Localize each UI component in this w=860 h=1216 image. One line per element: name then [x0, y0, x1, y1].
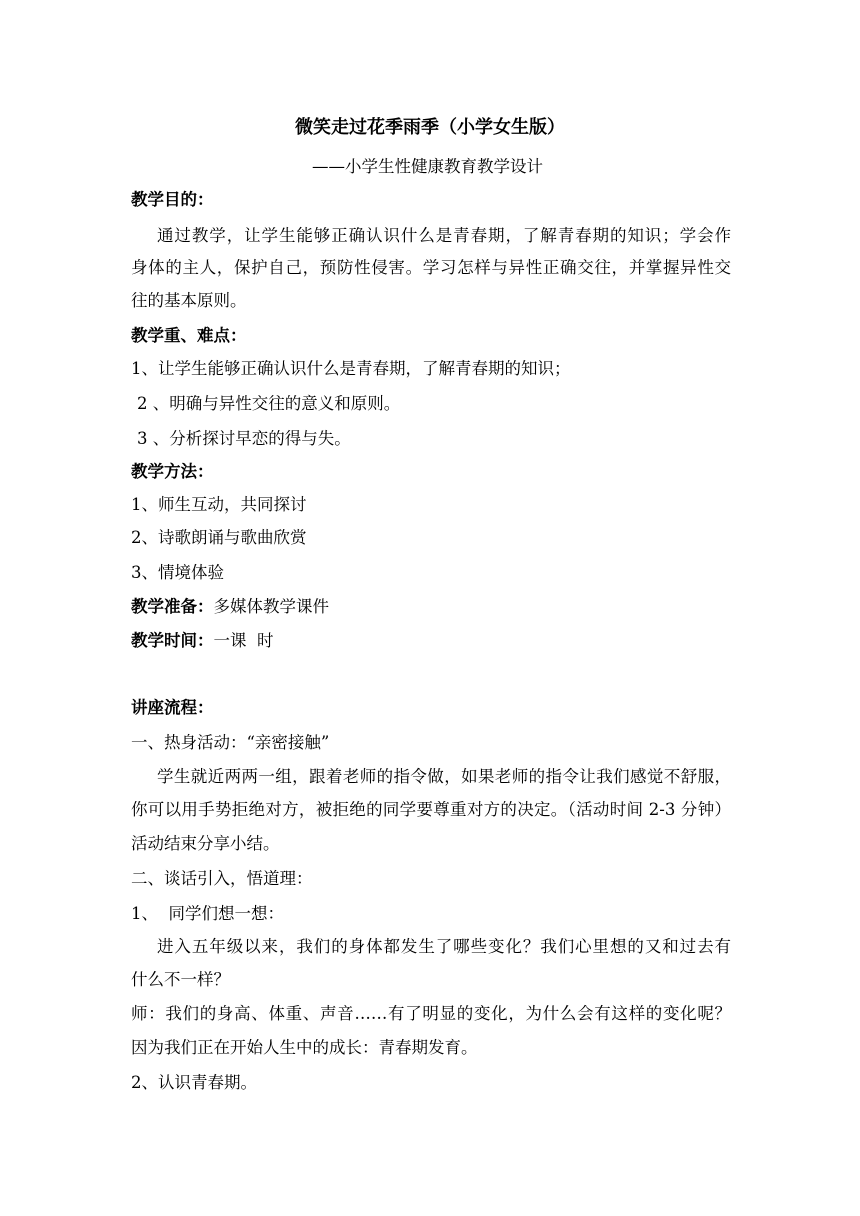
key-point-3: 3 、分析探讨早恋的得与失。 — [137, 429, 351, 448]
section1-line-3: 活动结束分享小结。 — [131, 834, 280, 853]
key-point-1: 1、让学生能够正确认识什么是青春期，了解青春期的知识； — [131, 359, 571, 378]
section2-item-2: 2、认识青春期。 — [131, 1073, 257, 1092]
time-value: 一课 时 — [213, 631, 274, 650]
objective-line-1: 通过教学，让学生能够正确认识什么是青春期，了解青春期的知识；学会作 — [157, 226, 731, 245]
objective-heading: 教学目的： — [131, 190, 214, 209]
preparation-label: 教学准备： — [131, 597, 214, 616]
process-heading: 讲座流程： — [131, 698, 214, 717]
objective-line-2: 身体的主人，保护自己，预防性侵害。学习怎样与异性正确交往，并掌握异性交 — [131, 258, 731, 277]
time-label: 教学时间： — [131, 631, 214, 650]
section1-line-1: 学生就近两两一组，跟着老师的指令做，如果老师的指令让我们感觉不舒服， — [157, 767, 731, 786]
section2-question-line-2: 什么不一样？ — [131, 970, 230, 989]
key-points-heading: 教学重、难点： — [131, 326, 247, 345]
method-3: 3、情境体验 — [131, 563, 224, 582]
preparation-line — [131, 597, 731, 617]
section2-teacher-line-1: 师：我们的身高、体重、声音……有了明显的变化，为什么会有这样的变化呢？ — [131, 1004, 731, 1023]
method-1: 1、师生互动，共同探讨 — [131, 495, 307, 514]
section2-title: 二、谈话引入，悟道理： — [131, 869, 313, 888]
section2-item-1: 1、 同学们想一想： — [131, 904, 284, 923]
time-line — [131, 631, 731, 651]
document-subtitle: ——小学生性健康教育教学设计 — [312, 157, 543, 176]
objective-line-3: 往的基本原则。 — [131, 291, 247, 310]
preparation-value: 多媒体教学课件 — [213, 597, 329, 616]
section2-teacher-line-2: 因为我们正在开始人生中的成长：青春期发育。 — [131, 1038, 478, 1057]
section1-line-2: 你可以用手势拒绝对方，被拒绝的同学要尊重对方的决定。（活动时间 2-3 分钟） — [131, 800, 731, 819]
method-2: 2、诗歌朗诵与歌曲欣赏 — [131, 528, 307, 547]
methods-heading: 教学方法： — [131, 462, 214, 481]
key-point-2: 2 、明确与异性交往的意义和原则。 — [137, 394, 401, 413]
document-title: 微笑走过花季雨季（小学女生版） — [295, 117, 565, 138]
section1-title: 一、热身活动：“亲密接触” — [131, 733, 330, 752]
section2-question-line-1: 进入五年级以来，我们的身体都发生了哪些变化？我们心里想的又和过去有 — [157, 937, 731, 956]
